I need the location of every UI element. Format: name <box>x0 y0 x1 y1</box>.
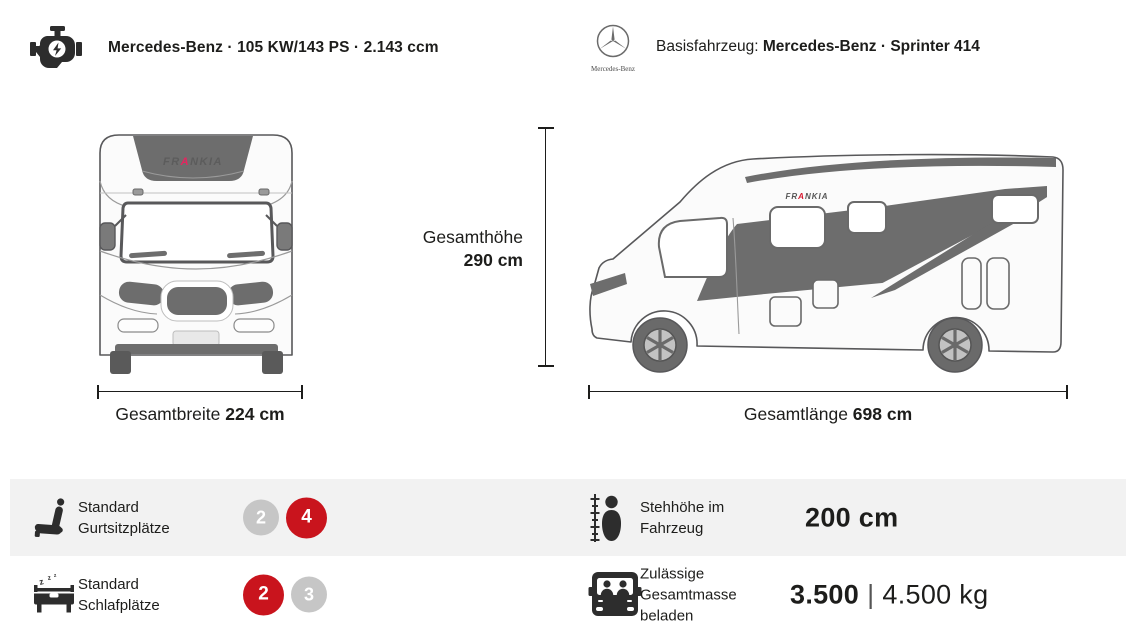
fog-light-left <box>118 319 158 332</box>
length-dimension: Gesamtlänge 698 cm <box>743 404 913 424</box>
seat-icon <box>30 495 76 541</box>
engine-spec-header <box>30 25 439 71</box>
length-measure-line <box>588 391 1068 392</box>
bed-option-3[interactable]: 3 <box>291 577 327 613</box>
standing-height-value: 200 cm <box>805 502 899 532</box>
base-vehicle-label: Basisfahrzeug: <box>656 38 763 55</box>
svg-text:z: z <box>38 575 45 587</box>
service-hatch-1 <box>770 297 801 326</box>
license-plate <box>173 331 219 346</box>
front-wheel-left <box>110 351 131 374</box>
side-window-2 <box>848 202 886 233</box>
service-hatch-2 <box>813 280 838 308</box>
frankia-logo-side: FRANKIA <box>785 192 829 201</box>
gross-mass-value: 3.500 | 4.500 kg <box>790 579 989 609</box>
spec-row-seats-standing-height <box>10 479 1126 556</box>
bed-icon <box>30 572 78 618</box>
mercedes-logo-icon <box>586 20 640 74</box>
spec-row-beds-gross-mass <box>10 556 1126 633</box>
front-wheel-right <box>262 351 283 374</box>
side-window-1 <box>770 207 825 248</box>
front-grille <box>167 287 227 315</box>
base-vehicle-header <box>586 20 980 74</box>
side-window-rear <box>992 195 1038 223</box>
width-measure-line <box>97 391 303 392</box>
cab-door-window <box>659 218 727 277</box>
svg-text:z: z <box>53 572 57 579</box>
beds-label: Standard Schlafplätze <box>78 575 160 614</box>
marker-light-left <box>133 189 143 195</box>
motorhome-side-view-illustration <box>585 150 1070 375</box>
gross-mass-label: Zulässige Gesamtmasse beladen <box>640 565 737 624</box>
seat-option-2[interactable]: 2 <box>243 500 279 536</box>
front-bumper-strip <box>115 344 278 354</box>
front-wheel <box>633 318 687 372</box>
mercedes-logo-caption: Mercedes-Benz <box>591 65 635 73</box>
bed-option-2[interactable]: 2 <box>243 574 284 615</box>
base-vehicle-value: Mercedes-Benz · Sprinter 414 <box>762 38 980 55</box>
standing-height-label: Stehhöhe im Fahrzeug <box>640 498 725 537</box>
bed-options <box>243 574 327 615</box>
seat-option-4[interactable]: 4 <box>286 497 327 538</box>
height-dimension: Gesamthöhe 290 cm <box>422 227 523 271</box>
frankia-logo-front: FRANKIA <box>162 156 224 168</box>
motorhome-front-view-illustration <box>95 123 307 378</box>
door-window-2 <box>987 258 1009 309</box>
engine-icon <box>30 25 82 71</box>
standing-height-icon <box>588 491 624 545</box>
marker-light-right <box>259 189 269 195</box>
seat-options <box>243 497 327 538</box>
height-measure-line <box>545 127 546 367</box>
door-window-1 <box>962 258 981 309</box>
engine-spec-text: Mercedes-Benz · 105 KW/143 PS · 2.143 ccm <box>108 39 439 56</box>
seats-label: Standard Gurtsitzplätze <box>78 498 170 537</box>
svg-text:z: z <box>47 574 52 582</box>
base-vehicle-text <box>656 38 980 56</box>
gross-mass-icon <box>588 569 642 621</box>
rear-wheel <box>928 318 982 372</box>
width-dimension: Gesamtbreite 224 cm <box>115 404 285 424</box>
spec-table <box>10 479 1126 633</box>
fog-light-right <box>234 319 274 332</box>
